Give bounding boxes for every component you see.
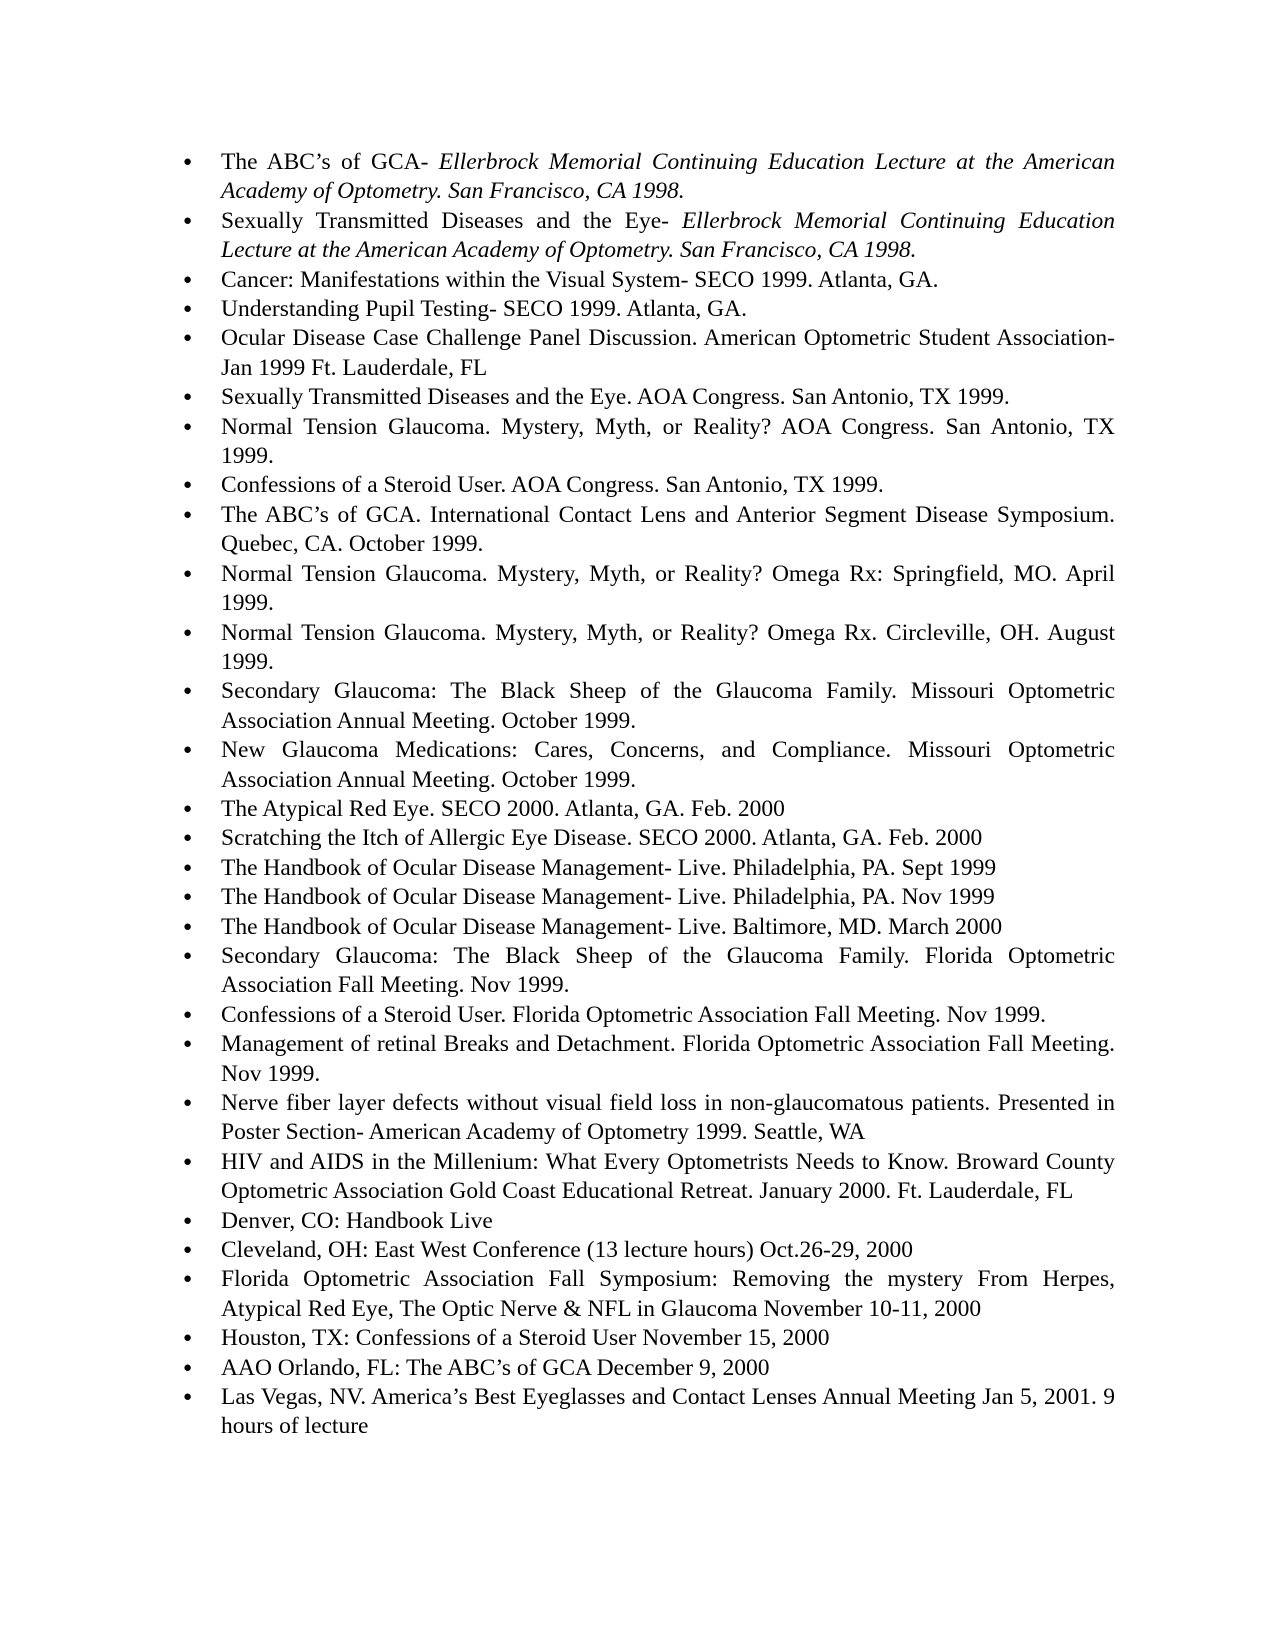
- list-item: ● New Glaucoma Medications: Cares, Concerns, and Compliance. Missouri Optometric Association Annual Meeting. October 1999.: [183, 736, 1115, 795]
- list-item: ● The ABC’s of GCA. International Contact Lens and Anterior Segment Disease Symposium. Quebec, CA. October 1999.: [183, 501, 1115, 560]
- list-item: ● HIV and AIDS in the Millenium: What Every Optometrists Needs to Know. Broward County Optometric Association Gold Coast Educational Retreat. January 2000. Ft. Lauderdale, FL: [183, 1148, 1115, 1207]
- list-item: ● Cleveland, OH: East West Conference (13 lecture hours) Oct.26-29, 2000: [183, 1236, 1115, 1265]
- list-item: ● Management of retinal Breaks and Detachment. Florida Optometric Association Fall Meeting. Nov 1999.: [183, 1030, 1115, 1089]
- list-item: ● Normal Tension Glaucoma. Mystery, Myth, or Reality? Omega Rx. Circleville, OH. August 1999.: [183, 619, 1115, 678]
- lecture-text: Sexually Transmitted Diseases and the Eye-: [221, 207, 682, 234]
- list-item: ● The Handbook of Ocular Disease Management- Live. Philadelphia, PA. Nov 1999: [183, 883, 1115, 912]
- list-item: ● Scratching the Itch of Allergic Eye Disease. SECO 2000. Atlanta, GA. Feb. 2000: [183, 824, 1115, 853]
- list-item: ● Normal Tension Glaucoma. Mystery, Myth, or Reality? AOA Congress. San Antonio, TX 1999.: [183, 413, 1115, 472]
- lecture-venue: Ellerbrock Memorial Continuing Education Lecture at the American Academy of Optometry. San Francisco, CA 1998.: [221, 207, 1115, 264]
- list-item: ● Denver, CO: Handbook Live: [183, 1207, 1115, 1236]
- list-item: ● Confessions of a Steroid User. AOA Congress. San Antonio, TX 1999.: [183, 471, 1115, 500]
- list-item: [183, 207, 1115, 266]
- list-item: ● Las Vegas, NV. America’s Best Eyeglasses and Contact Lenses Annual Meeting Jan 5, 2001. 9 hours of lecture: [183, 1383, 1115, 1442]
- list-item: ● Florida Optometric Association Fall Symposium: Removing the mystery From Herpes, Atypical Red Eye, The Optic Nerve & NFL in Glaucoma November 10-11, 2000: [183, 1265, 1115, 1324]
- list-item: ● Confessions of a Steroid User. Florida Optometric Association Fall Meeting. Nov 1999.: [183, 1001, 1115, 1030]
- list-item: ● The Handbook of Ocular Disease Management- Live. Philadelphia, PA. Sept 1999: [183, 854, 1115, 883]
- lecture-venue: Ellerbrock Memorial Continuing Education Lecture at the American Academy of Optometry. San Francisco, CA 1998.: [221, 149, 1115, 205]
- list-item: ● The Atypical Red Eye. SECO 2000. Atlanta, GA. Feb. 2000: [183, 795, 1115, 824]
- list-item: ● Houston, TX: Confessions of a Steroid User November 15, 2000: [183, 1324, 1115, 1353]
- list-item: ● Sexually Transmitted Diseases and the Eye. AOA Congress. San Antonio, TX 1999.: [183, 383, 1115, 412]
- list-item: ● Normal Tension Glaucoma. Mystery, Myth, or Reality? Omega Rx: Springfield, MO. April 1999.: [183, 560, 1115, 619]
- list-item: ● Ocular Disease Case Challenge Panel Discussion. American Optometric Student Association- Jan 1999 Ft. Lauderdale, FL: [183, 324, 1115, 383]
- list-item: ● Understanding Pupil Testing- SECO 1999. Atlanta, GA.: [183, 295, 1115, 324]
- list-item: ● Cancer: Manifestations within the Visual System- SECO 1999. Atlanta, GA.: [183, 266, 1115, 295]
- list-item: ● Secondary Glaucoma: The Black Sheep of the Glaucoma Family. Florida Optometric Association Fall Meeting. Nov 1999.: [183, 942, 1115, 1001]
- list-item: ● AAO Orlando, FL: The ABC’s of GCA December 9, 2000: [183, 1354, 1115, 1383]
- list-item: ● The Handbook of Ocular Disease Management- Live. Baltimore, MD. March 2000: [183, 913, 1115, 942]
- lecture-list: [183, 148, 1115, 1442]
- list-item: [183, 148, 1115, 207]
- list-item: ● Nerve fiber layer defects without visual field loss in non-glaucomatous patients. Presented in Poster Section- American Academy of Optometry 1999. Seattle, WA: [183, 1089, 1115, 1148]
- lecture-text: The ABC’s of GCA-: [221, 149, 439, 175]
- list-item: ● Secondary Glaucoma: The Black Sheep of the Glaucoma Family. Missouri Optometric Association Annual Meeting. October 1999.: [183, 677, 1115, 736]
